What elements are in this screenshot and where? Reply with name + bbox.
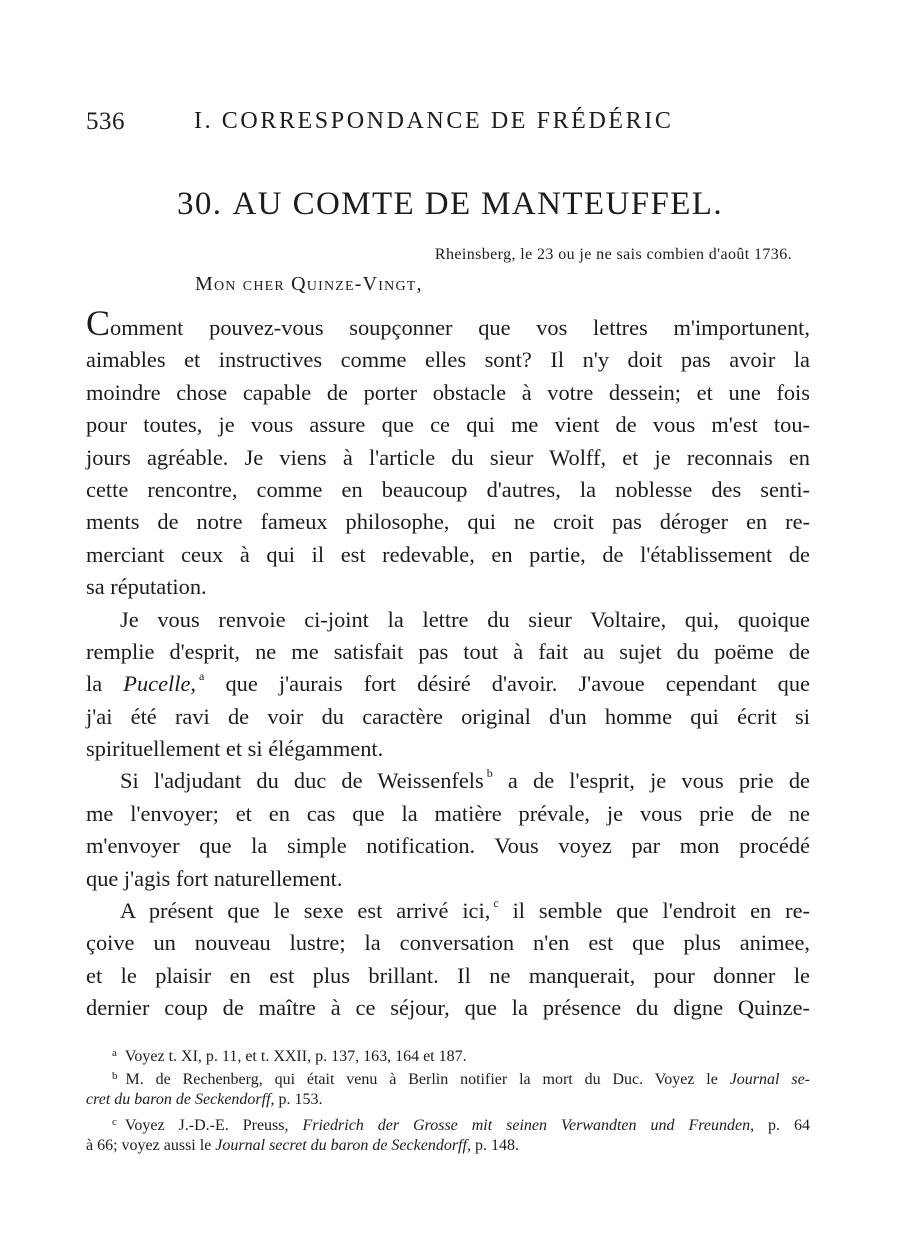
text-line xyxy=(86,668,810,700)
text-run: que j'aurais fort désiré d'avoir. J'avoue cependant que xyxy=(204,671,810,697)
letter-heading xyxy=(0,186,900,223)
text-line: m'envoyer que la simple notification. Vous voyez par mon procédé xyxy=(86,833,810,859)
footnotes xyxy=(86,1042,810,1157)
text-run: omment pouvez-vous soupçonner que vos lettres m'importunent, xyxy=(110,315,810,340)
footnote-mark-c: c xyxy=(493,896,499,911)
text-line: çoive un nouveau lustre; la conversation n'en est que plus animee, xyxy=(86,930,810,956)
text-run: Voyez J.-D.-E. Preuss, xyxy=(124,1117,303,1134)
text-line: j'ai été ravi de voir du caractère original d'un homme qui écrit si xyxy=(86,703,810,729)
italic-run: Friedrich der Grosse mit seinen Verwandten und Freunden, xyxy=(302,1117,755,1134)
footnote-a-text: Voyez t. XI, p. 11, et t. XXII, p. 137, 163, 164 et 187. xyxy=(124,1048,467,1065)
text-line: merciant ceux à qui il est redevable, en partie, de l'établissement de xyxy=(86,541,810,567)
text-run: a de l'esprit, je vous prie de xyxy=(492,768,810,794)
footnote-b-continued xyxy=(86,1088,810,1111)
footnote-c-continued xyxy=(86,1134,810,1157)
text-line: jours agréable. Je viens à l'article du sieur Wolff, et je reconnais en xyxy=(86,444,810,470)
letter-title: AU COMTE DE MANTEUFFEL. xyxy=(232,186,723,222)
italic-run: cret du baron de Seckendorff, xyxy=(86,1091,275,1108)
footnote-a-mark: a xyxy=(112,1047,117,1059)
text-run: la xyxy=(86,671,124,697)
footnote-mark-a: a xyxy=(199,669,205,684)
footnote-mark-b: b xyxy=(486,766,493,781)
initial-letter: C xyxy=(86,303,111,343)
text-run: M. de Rechenberg, qui était venu à Berlin notifier la mort du Duc. Voyez le xyxy=(125,1071,730,1088)
paragraph-2 xyxy=(86,604,810,766)
footnote-c xyxy=(86,1111,810,1134)
text-run: il semble que l'endroit en re- xyxy=(498,898,810,924)
italic-run: Journal se- xyxy=(729,1071,811,1088)
text-line: cette rencontre, comme en beaucoup d'autres, la noblesse des senti- xyxy=(86,476,810,502)
text-run: p. 64 xyxy=(754,1117,811,1134)
text-line: dernier coup de maître à ce séjour, que la présence du digne Quinze- xyxy=(86,995,810,1021)
text-line: moindre chose capable de porter obstacle à votre dessein; et une fois xyxy=(86,379,810,405)
text-line: sa réputation. xyxy=(86,574,207,600)
text-line: remplie d'esprit, ne me satisfait pas tout à fait au sujet du poëme de xyxy=(86,638,810,664)
text-line: me l'envoyer; et en cas que la matière prévale, je vous prie de ne xyxy=(86,800,810,826)
text-run: A présent que le sexe est arrivé ici, xyxy=(120,898,491,924)
text-line xyxy=(86,895,810,927)
running-head xyxy=(86,108,726,142)
text-line: que j'agis fort naturellement. xyxy=(86,865,343,891)
text-run: p. 148. xyxy=(470,1137,519,1154)
letter-number: 30. xyxy=(177,186,223,222)
text-run: à 66; voyez aussi le xyxy=(86,1137,216,1154)
footnote-a xyxy=(86,1042,810,1065)
text-line: aimables et instructives comme elles sont? Il n'y doit pas avoir la xyxy=(86,347,810,373)
paragraph-1 xyxy=(86,303,810,604)
text-line: Je vous renvoie ci-joint la lettre du sieur Voltaire, qui, quoique xyxy=(120,606,810,632)
running-title: I. CORRESPONDANCE DE FRÉDÉRIC xyxy=(194,108,674,134)
text-line xyxy=(86,303,810,344)
text-line xyxy=(86,765,810,797)
text-line: et le plaisir en est plus brillant. Il ne manquerait, pour donner le xyxy=(86,962,810,988)
text-run: p. 153. xyxy=(274,1091,323,1108)
footnote-b xyxy=(86,1065,810,1088)
salutation: Mon cher Quinze-Vingt, xyxy=(195,273,423,295)
italic-title: Pucelle, xyxy=(123,671,197,697)
text-run: Si l'adjudant du duc de Weissenfels xyxy=(120,768,484,794)
text-line: pour toutes, je vous assure que ce qui me vient de vous m'est tou- xyxy=(86,412,810,438)
letter-body xyxy=(86,303,810,1025)
dateline: Rheinsberg, le 23 ou je ne sais combien d'août 1736. xyxy=(434,246,792,263)
paragraph-3 xyxy=(86,765,810,895)
text-line: ments de notre fameux philosophe, qui ne croit pas déroger en re- xyxy=(86,509,810,535)
footnote-c-mark: c xyxy=(112,1116,117,1128)
text-line: spirituellement et si élégamment. xyxy=(86,736,384,762)
page-number: 536 xyxy=(86,108,125,135)
italic-run: Journal secret du baron de Seckendorff, xyxy=(215,1137,471,1154)
paragraph-4 xyxy=(86,895,810,1025)
footnote-b-mark: b xyxy=(112,1070,118,1082)
